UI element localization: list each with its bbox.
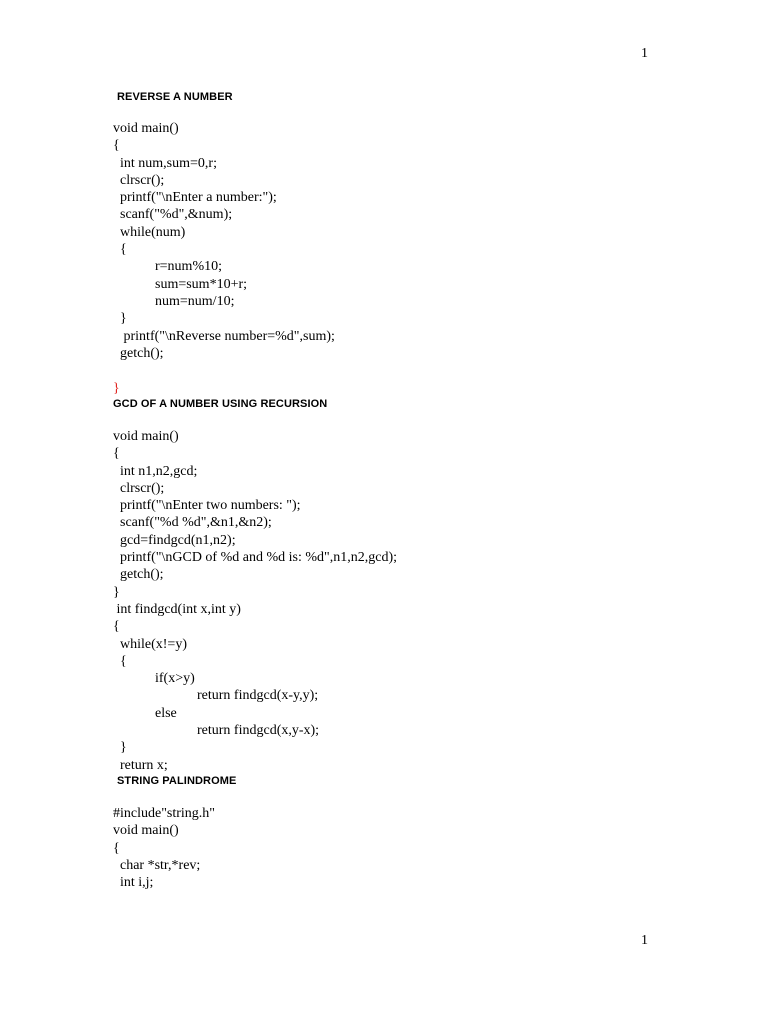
code-line: scanf("%d %d",&n1,&n2); — [113, 515, 272, 531]
code-line: { — [113, 840, 120, 856]
code-line: r=num%10; — [113, 259, 222, 275]
code-line: printf("\nReverse number=%d",sum); — [113, 328, 335, 344]
code-line: } — [113, 740, 127, 756]
code-line: while(num) — [113, 224, 186, 240]
code-line: printf("\nGCD of %d and %d is: %d",n1,n2,gcd); — [113, 550, 397, 566]
code-line: { — [113, 242, 127, 258]
code-line: { — [113, 138, 120, 154]
code-line: { — [113, 619, 120, 635]
code-line: #include"string.h" — [113, 806, 216, 821]
code-block-reverse-number — [113, 120, 335, 362]
code-line: return findgcd(x,y-x); — [113, 723, 320, 739]
code-line: } — [113, 584, 120, 600]
code-line: printf("\nEnter a number:"); — [113, 190, 277, 206]
code-line: num=num/10; — [113, 293, 235, 309]
code-line: } — [113, 311, 127, 327]
code-line: void main() — [113, 121, 179, 136]
code-line: sum=sum*10+r; — [113, 276, 248, 292]
code-block-gcd — [113, 428, 397, 774]
code-line: { — [113, 653, 127, 669]
code-line: if(x>y) — [113, 671, 195, 687]
code-line: while(x!=y) — [113, 636, 187, 652]
code-line: clrscr(); — [113, 480, 165, 496]
closing-brace-red: } — [113, 381, 120, 396]
code-line: int i,j; — [113, 875, 154, 891]
code-line: printf("\nEnter two numbers: "); — [113, 498, 301, 514]
page-number-bottom: 1 — [641, 933, 648, 948]
section-heading-gcd: GCD OF A NUMBER USING RECURSION — [113, 398, 328, 410]
code-line: int n1,n2,gcd; — [113, 463, 198, 479]
code-line: scanf("%d",&num); — [113, 207, 233, 223]
code-line: getch(); — [113, 567, 164, 583]
code-block-string-palindrome — [113, 805, 215, 891]
page-number-top: 1 — [641, 46, 648, 61]
code-line: int findgcd(int x,int y) — [113, 601, 241, 617]
section-heading-reverse-number: REVERSE A NUMBER — [117, 91, 233, 103]
code-line: clrscr(); — [113, 172, 165, 188]
code-line: char *str,*rev; — [113, 857, 201, 873]
code-line: void main() — [113, 429, 179, 444]
code-line: else — [113, 705, 177, 721]
section-heading-string-palindrome: STRING PALINDROME — [117, 775, 237, 787]
code-line: return findgcd(x-y,y); — [113, 688, 319, 704]
code-line: int num,sum=0,r; — [113, 155, 217, 171]
code-line: gcd=findgcd(n1,n2); — [113, 532, 236, 548]
code-line: getch(); — [113, 345, 164, 361]
code-line: { — [113, 446, 120, 462]
code-line: void main() — [113, 823, 179, 839]
code-line: return x; — [113, 757, 168, 773]
